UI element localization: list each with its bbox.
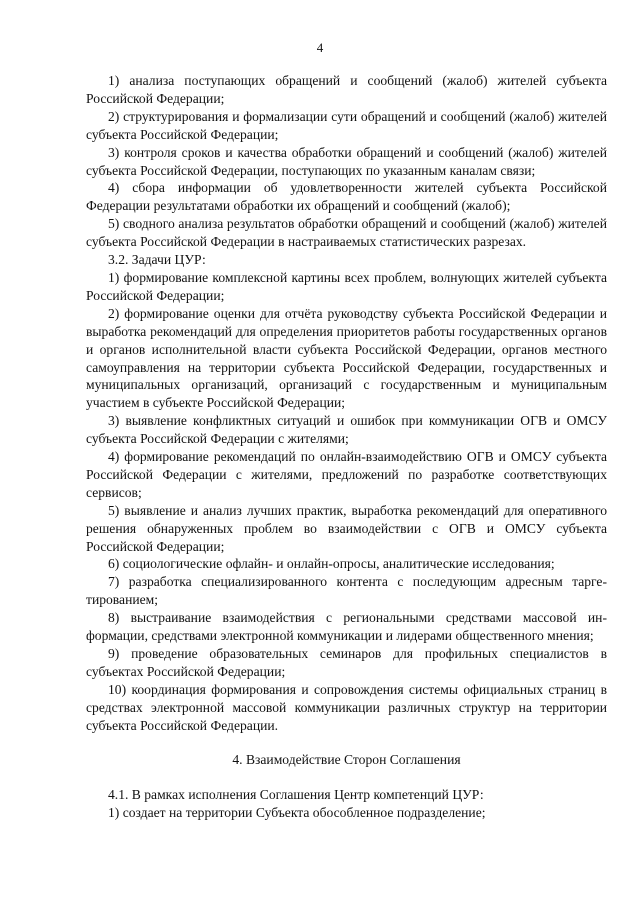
clause-4-1: 4.1. В рамках исполнения Соглашения Центр компетенций ЦУР: xyxy=(108,787,484,803)
task-8: 8) выстраивание взаимодействия с региональными средствами массовой информации, средствами электронной коммуникации и лидерами общественного мнения; xyxy=(86,610,607,644)
section-heading: 4. Взаимодействие Сторон Соглашения xyxy=(232,751,461,767)
paragraph-1: 1) анализа поступающих обращений и сообщений (жалоб) жителей субъекта Российской Федерации; xyxy=(86,73,607,106)
page-number: 4 xyxy=(316,40,324,55)
task-9: 9) проведение образовательных семинаров для профильных специалистов в субъектах Российской Федерации; xyxy=(86,646,607,679)
task-6: 6) социологические офлайн- и онлайн-опросы, аналитические исследования; xyxy=(108,556,555,572)
task-1: 1) формирование комплексной картины всех проблем, волнующих жителей субъекта Российской Федерации; xyxy=(86,269,607,303)
task-4: 4) формирование рекомендаций по онлайн-взаимодействию ОГВ и ОМСУ субъекта Российской Федерации с жителями, предложений по разработке соответствующих сервисов; xyxy=(86,449,607,500)
paragraph-5: 5) сводного анализа результатов обработки обращений и сообщений (жалоб) жителей субъекта Российской Федерации в настраиваемых статистических разрезах. xyxy=(86,216,607,250)
subsection-heading: 3.2. Задачи ЦУР: xyxy=(108,252,206,268)
paragraph-3: 3) контроля сроков и качества обработки обращений и сообщений (жалоб) жителей субъекта Российской Федерации, поступающих по указанным каналам связи; xyxy=(86,144,607,178)
paragraph-4: 4) сбора информации об удовлетворенности жителей субъекта Российской Федерации результатами обработки их обращений и сообщений (жалоб); xyxy=(86,180,607,214)
task-5: 5) выявление и анализ лучших практик, выработка рекомендаций для оперативного решения обнаруженных проблем во взаимодействии с ОГВ и ОМСУ субъекта Российской Федерации; xyxy=(86,502,607,554)
paragraph-2: 2) структурирования и формализации сути обращений и сообщений (жалоб) жителей субъекта Российской Федерации; xyxy=(86,108,607,142)
task-3: 3) выявление конфликтных ситуаций и ошибок при коммуникации ОГВ и ОМСУ субъекта Российской Федерации с жителями; xyxy=(86,413,607,447)
task-10: 10) координация формирования и сопровождения системы официальных страниц в средствах электронной массовой коммуникации различных структур на территории субъекта Российской Федерации. xyxy=(86,681,607,733)
task-7: 7) разработка специализированного контента с последующим адресным таргетированием; xyxy=(86,574,607,608)
task-2: 2) формирование оценки для отчёта руководству субъекта Российской Федерации и выработка рекомендаций для определения приоритетов работы государственных органов и органов исполнительной власти субъекта Российской Федерации, органов местного самоуправления на территории субъекта Российской Федерации, государственных и муниципальных организаций, организаций с государственным и муниципальным участием в субъекте Российской Федерации; xyxy=(86,305,607,411)
clause-4-1-item-1: 1) создает на территории Субъекта обособленное подразделение; xyxy=(108,805,486,821)
document-body xyxy=(86,72,607,822)
